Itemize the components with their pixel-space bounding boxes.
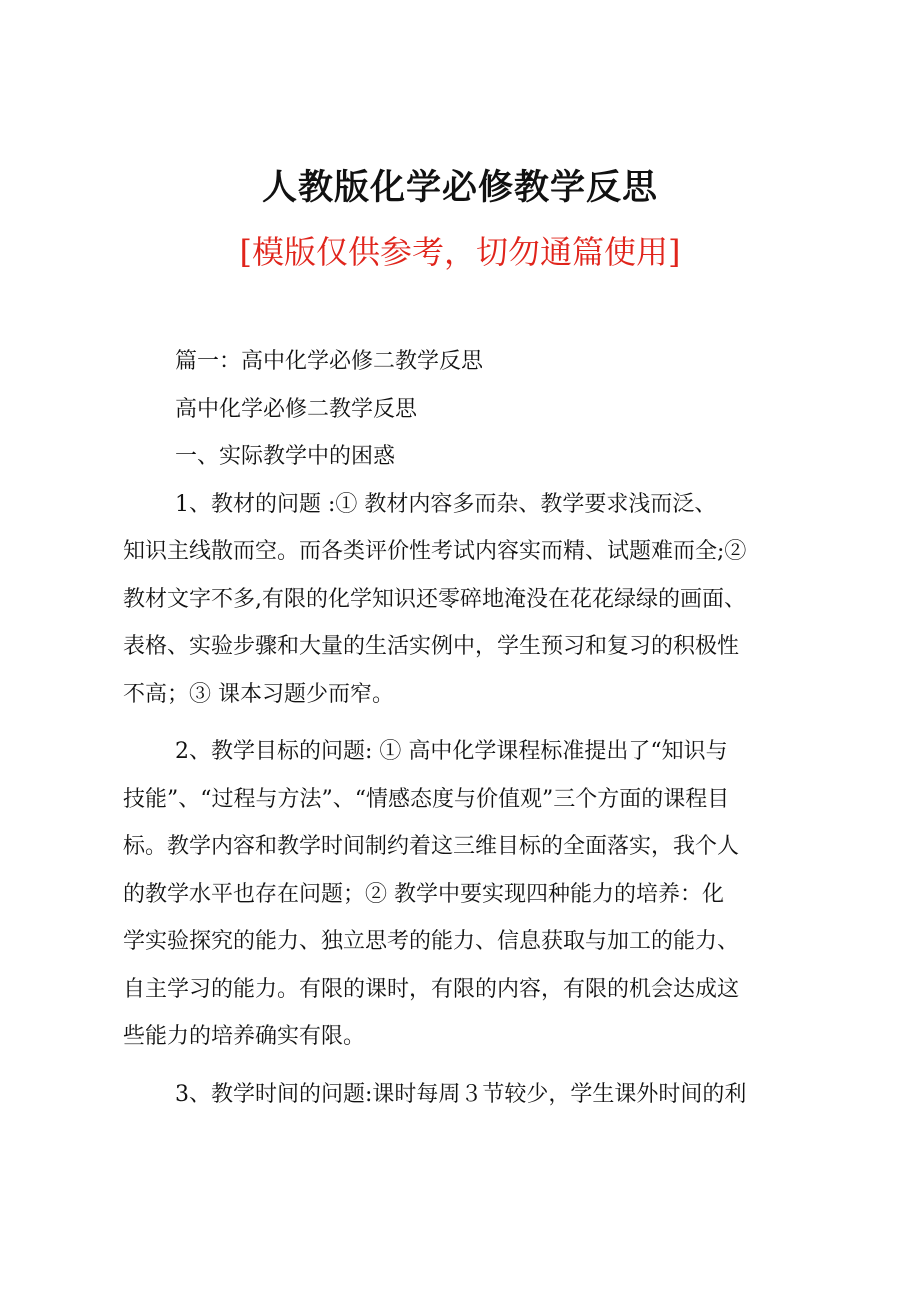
text-line: 1、教材的问题 :① 教材内容多而杂、教学要求浅而泛、 <box>175 491 717 517</box>
text-line: 2、教学目标的问题: ① 高中化学课程标准提出了“知识与 <box>175 739 728 764</box>
text-line: 表格、实验步骤和大量的生活实例中，学生预习和复习的积极性 <box>123 634 740 659</box>
text-line: 高中化学必修二教学反思 <box>175 396 418 422</box>
text-line: 的教学水平也存在问题；② 教学中要实现四种能力的培养：化 <box>123 881 724 907</box>
paragraph-6 <box>123 1071 813 1119</box>
document-title: 人教版化学必修教学反思 <box>261 167 658 208</box>
paragraph-2 <box>123 386 813 434</box>
paragraph-gap <box>123 718 813 728</box>
text-line: 教材文字不多,有限的化学知识还零碎地淹没在花花绿绿的画面、 <box>123 586 746 612</box>
document-body <box>123 338 813 1118</box>
text-line: 些能力的培养确实有限。 <box>123 1024 366 1049</box>
document-subtitle: [模版仅供参考，切勿通篇使用] <box>239 233 681 271</box>
text-line: 不高；③ 课本习题少而窄。 <box>123 681 394 707</box>
text-line: 3、教学时间的问题:课时每周３节较少，学生课外时间的利 <box>175 1081 747 1107</box>
paragraph-4 <box>123 481 813 719</box>
text-line: 学实验探究的能力、独立思考的能力、信息获取与加工的能力、 <box>123 929 740 954</box>
text-line: 标。教学内容和教学时间制约着这三维目标的全面落实，我个人 <box>123 834 740 859</box>
text-line: 技能”、“过程与方法”、“情感态度与价值观”三个方面的课程目 <box>123 786 730 812</box>
text-line: 篇一：高中化学必修二教学反思 <box>175 349 484 374</box>
text-line: 自主学习的能力。有限的课时，有限的内容，有限的机会达成这 <box>123 976 740 1002</box>
paragraph-5 <box>123 728 813 1061</box>
paragraph-1 <box>123 338 813 386</box>
text-line: 知识主线散而空。而各类评价性考试内容实而精、试题难而全;② <box>123 539 747 564</box>
text-line: 一、实际教学中的困惑 <box>175 444 396 469</box>
paragraph-3 <box>123 433 813 481</box>
paragraph-gap <box>123 1061 813 1071</box>
